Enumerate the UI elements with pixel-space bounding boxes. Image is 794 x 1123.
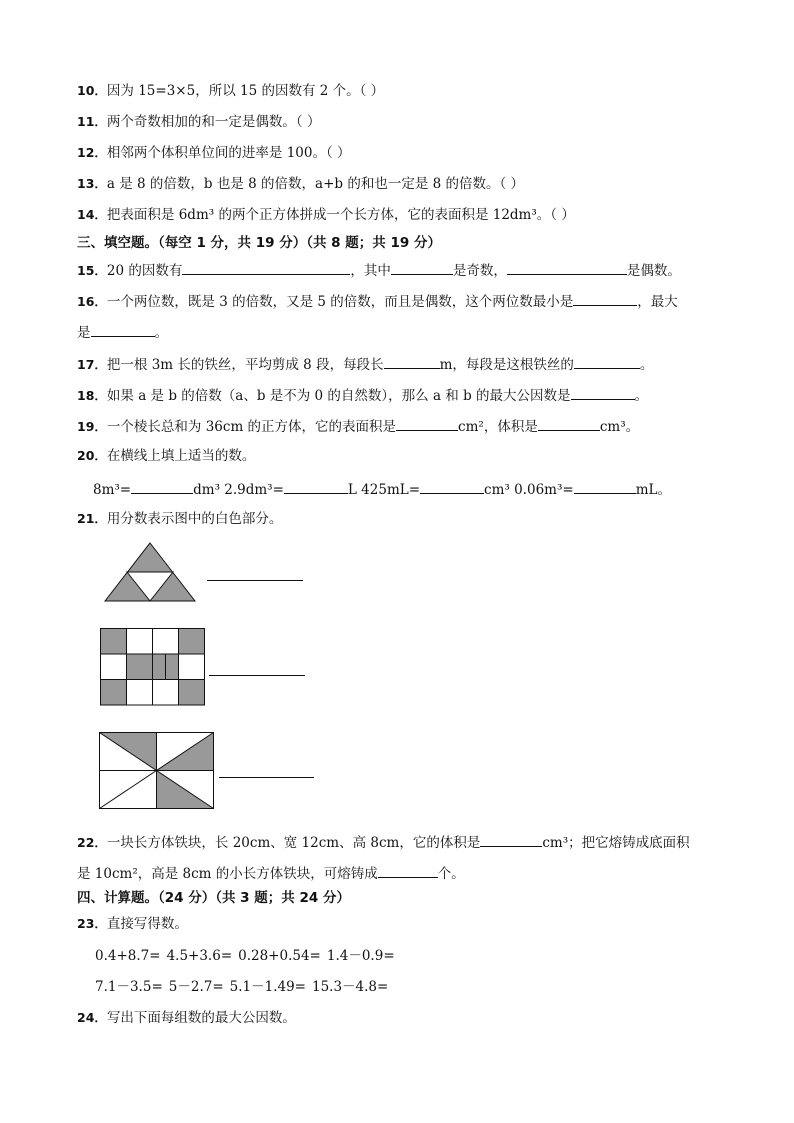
question-number: 22 [77, 835, 95, 850]
question-text: 用分数表示图中的白色部分。 [106, 511, 283, 527]
answer-blank[interactable] [571, 385, 635, 400]
answer-blank[interactable] [574, 354, 640, 369]
question-text: 一个棱长总和为 36cm 的正方体，它的表面积是 [106, 419, 397, 435]
answer-blank[interactable] [131, 479, 193, 494]
question-text: 在横线上填上适当的数。 [106, 448, 256, 464]
grid-cell-shaded [127, 654, 153, 680]
question-number: 10 [77, 83, 95, 98]
question-number: 23 [77, 916, 95, 931]
question-12: 12．相邻两个体积单位间的进率是 100。（ ） [77, 145, 351, 161]
question-23: 23．直接写得数。 [77, 916, 188, 932]
question-10: 10．因为 15=3×5，所以 15 的因数有 2 个。（ ） [77, 83, 385, 99]
grid-cell-shaded [179, 629, 205, 655]
question-number: 17 [77, 357, 95, 372]
question-text: 。 [154, 325, 168, 341]
question-text: 因为 15=3×5，所以 15 的因数有 2 个。（ ） [106, 83, 385, 99]
grid-cell-white [127, 680, 153, 706]
calc-item: 5.1－1.49= [229, 979, 306, 995]
question-text: L 425mL= [347, 482, 421, 498]
question-text: m，每段是这根铁丝的 [439, 357, 574, 373]
answer-blank[interactable] [396, 416, 458, 431]
question-text: ，其中 [350, 263, 391, 279]
question-number: 24 [77, 1010, 95, 1025]
question-16-cont [77, 322, 168, 342]
question-text: 一个两位数，既是 3 的倍数，又是 5 的倍数，而且是偶数，这个两位数最小是 [106, 294, 574, 310]
question-number: 19 [77, 419, 95, 434]
question-text: a 是 8 的倍数，b 也是 8 的倍数，a+b 的和也一定是 8 的倍数。（ ） [106, 176, 525, 192]
question-number: 14 [77, 207, 95, 222]
answer-line[interactable] [219, 777, 314, 778]
question-number: 13 [77, 176, 95, 191]
question-22-cont [77, 863, 465, 883]
question-text: 如果 a 是 b 的倍数（a、b 是不为 0 的自然数），那么 a 和 b 的最大公因数是 [106, 388, 571, 404]
question-text: cm³。 [599, 419, 640, 435]
question-number: 20 [77, 448, 95, 463]
question-number: 16 [77, 294, 95, 309]
question-15: 15．20 的因数有 ，其中 是奇数， 是偶数。 [77, 260, 681, 280]
answer-line[interactable] [209, 675, 305, 676]
answer-blank[interactable] [378, 863, 438, 878]
question-text: 直接写得数。 [106, 916, 188, 932]
grid-cell-white [153, 680, 179, 706]
calc-item: 0.28+0.54= [238, 948, 321, 964]
grid-cell-shaded [179, 680, 205, 706]
calc-item: 1.4－0.9= [326, 948, 395, 964]
question-text: 8m³= [93, 482, 132, 498]
question-19: 19．一个棱长总和为 36cm 的正方体，它的表面积是 cm²，体积是 cm³。 [77, 416, 639, 436]
grid-cell-white [101, 654, 127, 680]
question-text: 把一根 3m 长的铁丝，平均剪成 8 段，每段长 [106, 357, 384, 373]
question-text: 20 的因数有 [106, 263, 183, 279]
question-text: 个。 [437, 866, 465, 882]
answer-blank[interactable] [384, 354, 440, 369]
calc-row-2 [95, 978, 388, 996]
answer-blank[interactable] [538, 416, 600, 431]
question-text: 。 [639, 357, 654, 373]
question-13: 13．a 是 8 的倍数，b 也是 8 的倍数，a+b 的和也一定是 8 的倍数。（ ） [77, 176, 525, 192]
grid-cell-white [153, 629, 179, 655]
question-text: mL。 [635, 482, 671, 498]
question-text: 是 [77, 325, 91, 341]
question-number: 15 [77, 263, 95, 278]
question-11: 11．两个奇数相加的和一定是偶数。（ ） [77, 114, 321, 130]
answer-blank[interactable] [182, 260, 350, 275]
question-20-conversions [93, 479, 671, 499]
rectangle-figure [99, 732, 215, 810]
section-title: 三、填空题。（每空 1 分，共 19 分）（共 8 题；共 19 分） [77, 235, 441, 251]
grid-figure [100, 628, 206, 706]
question-text: ，最大 [637, 294, 678, 310]
grid-cell-white [127, 629, 153, 655]
question-text: 一块长方体铁块，长 20cm、宽 12cm、高 8cm，它的体积是 [106, 835, 481, 851]
calc-item: 5－2.7= [168, 979, 224, 995]
question-number: 11 [77, 114, 95, 129]
question-text: cm³ 0.06m³= [484, 482, 574, 498]
question-17: 17．把一根 3m 长的铁丝，平均剪成 8 段，每段长 m，每段是这根铁丝的 。 [77, 354, 653, 374]
calc-item: 15.3－4.8= [311, 979, 389, 995]
question-text: 是奇数， [452, 263, 507, 279]
calc-item: 0.4+8.7= [95, 948, 161, 964]
question-text: dm³ 2.9dm³= [193, 482, 284, 498]
question-22: 22．一块长方体铁块，长 20cm、宽 12cm、高 8cm，它的体积是 cm³；把它熔铸成底面积 [77, 832, 690, 852]
question-text: 把表面积是 6dm³ 的两个正方体拼成一个长方体，它的表面积是 12dm³。（ ） [106, 207, 575, 223]
answer-blank[interactable] [420, 479, 484, 494]
section-title: 四、计算题。（24 分）（共 3 题；共 24 分） [77, 890, 350, 906]
answer-blank[interactable] [91, 322, 155, 337]
answer-blank[interactable] [284, 479, 348, 494]
answer-blank[interactable] [480, 832, 542, 847]
question-text: 是 10cm²，高是 8cm 的小长方体铁块，可熔铸成 [77, 866, 378, 882]
question-text: cm²，体积是 [458, 419, 538, 435]
answer-line[interactable] [207, 580, 303, 581]
question-14: 14．把表面积是 6dm³ 的两个正方体拼成一个长方体，它的表面积是 12dm³。（ ） [77, 207, 575, 223]
question-text: 是偶数。 [626, 263, 681, 279]
grid-cell-shaded [101, 629, 127, 655]
grid-cell-shaded [101, 680, 127, 706]
answer-blank[interactable] [573, 291, 637, 306]
question-text: cm³；把它熔铸成底面积 [542, 835, 690, 851]
calc-item: 4.5+3.6= [166, 948, 233, 964]
question-text: 。 [634, 388, 649, 404]
question-text: 相邻两个体积单位间的进率是 100。（ ） [106, 145, 351, 161]
question-number: 21 [77, 511, 95, 526]
question-20: 20．在横线上填上适当的数。 [77, 448, 256, 464]
question-16: 16．一个两位数，既是 3 的倍数，又是 5 的倍数，而且是偶数，这个两位数最小是 ，最大 [77, 291, 678, 311]
question-21: 21．用分数表示图中的白色部分。 [77, 511, 283, 527]
question-text: 写出下面每组数的最大公因数。 [106, 1010, 296, 1026]
calc-row-1 [95, 947, 395, 965]
question-text: 两个奇数相加的和一定是偶数。（ ） [106, 114, 321, 130]
calc-item: 7.1－3.5= [95, 979, 163, 995]
question-18: 18．如果 a 是 b 的倍数（a、b 是不为 0 的自然数），那么 a 和 b 的最大公因数是 。 [77, 385, 648, 405]
question-number: 12 [77, 145, 95, 160]
answer-blank[interactable] [391, 260, 453, 275]
question-number: 18 [77, 388, 95, 403]
answer-blank[interactable] [574, 479, 636, 494]
answer-blank[interactable] [507, 260, 627, 275]
question-24: 24．写出下面每组数的最大公因数。 [77, 1010, 296, 1026]
grid-cell-white [179, 654, 205, 680]
triangle-figure [104, 542, 196, 602]
